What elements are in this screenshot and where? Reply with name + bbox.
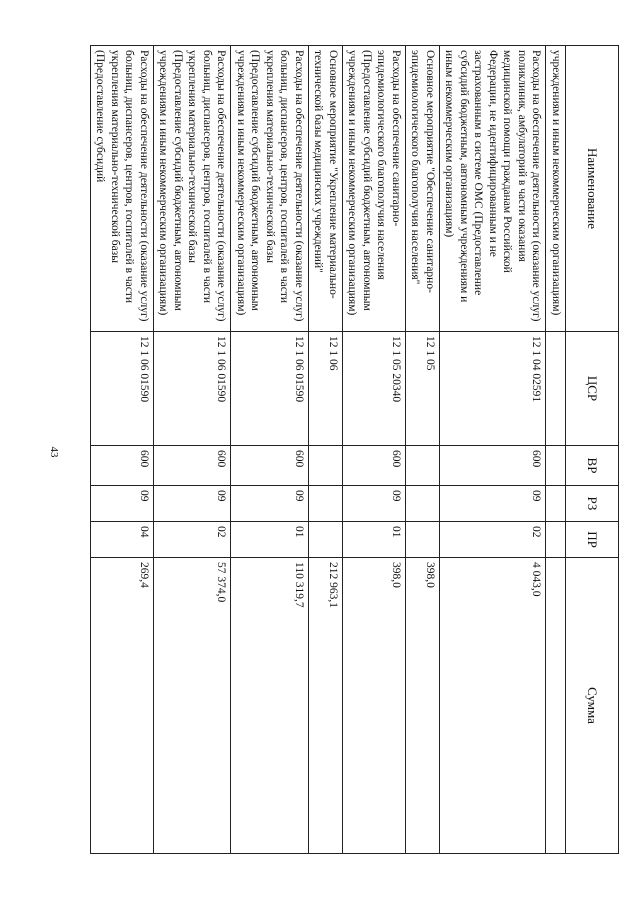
- header-sum: Сумма: [566, 558, 619, 854]
- cell-name: Расходы на обеспечение санитарно-эпидемиологического благополучия населения (Предоставление субсидий бюджетным, автономным учреждениям и иным некоммерческим организациям): [343, 46, 406, 332]
- cell-vr: [546, 446, 566, 486]
- header-rz: РЗ: [566, 486, 619, 522]
- cell-sum: 57 374,0: [154, 558, 232, 854]
- cell-vr: 600: [91, 446, 154, 486]
- cell-vr: [406, 446, 440, 486]
- cell-vr: 600: [440, 446, 547, 486]
- cell-name: учреждениям и иным некоммерческим организациям): [546, 46, 566, 332]
- cell-csr: 12 1 06: [309, 332, 343, 446]
- cell-csr: [546, 332, 566, 446]
- table-row: [343, 46, 406, 854]
- cell-csr: 12 1 04 02591: [440, 332, 547, 446]
- header-name: Наименование: [566, 46, 619, 332]
- header-pr: ПР: [566, 522, 619, 558]
- cell-sum: 398,0: [343, 558, 406, 854]
- cell-pr: [546, 522, 566, 558]
- table-row: [440, 46, 547, 854]
- cell-name: Основное мероприятие "Обеспечение санитарно-эпидемиологического благополучия населения": [406, 46, 440, 332]
- cell-rz: 09: [231, 486, 309, 522]
- cell-sum: 269,4: [91, 558, 154, 854]
- table-row: [91, 46, 154, 854]
- cell-sum: [546, 558, 566, 854]
- cell-sum: 110 319,7: [231, 558, 309, 854]
- cell-csr: 12 1 06 01590: [154, 332, 232, 446]
- cell-name: Основное мероприятие "Укрепление материально-технической базы медицинских учреждений": [309, 46, 343, 332]
- cell-name: Расходы на обеспечение деятельности (оказание услуг) больниц, диспансеров, центров, госпиталей в части укрепления материально-технической базы (Предоставление субсидий бюджетным, автономным учреждениям и иным некоммерческим организациям): [154, 46, 232, 332]
- cell-pr: 02: [154, 522, 232, 558]
- table-row: [546, 46, 566, 854]
- page-number: 43: [48, 446, 60, 458]
- cell-vr: 600: [154, 446, 232, 486]
- cell-csr: 12 1 06 01590: [91, 332, 154, 446]
- table-row: [231, 46, 309, 854]
- budget-table: [90, 45, 619, 854]
- table-row: [309, 46, 343, 854]
- cell-csr: 12 1 05: [406, 332, 440, 446]
- cell-name: Расходы на обеспечение деятельности (оказание услуг) поликлиник, амбулаторий в части оказания медицинской помощи гражданам Российской Федерации, не идентифицированным и не застрахованным в системе ОМС (Предоставление субсидий бюджетным, автономным учреждениям и иным некоммерческим организациям): [440, 46, 547, 332]
- cell-rz: 09: [343, 486, 406, 522]
- cell-vr: 600: [231, 446, 309, 486]
- header-csr: ЦСР: [566, 332, 619, 446]
- cell-sum: 398,0: [406, 558, 440, 854]
- cell-rz: 09: [154, 486, 232, 522]
- cell-name: Расходы на обеспечение деятельности (оказание услуг) больниц, диспансеров, центров, госпиталей в части укрепления материально-технической базы (Предоставление субсидий: [91, 46, 154, 332]
- cell-rz: [546, 486, 566, 522]
- cell-pr: [309, 522, 343, 558]
- cell-sum: 212 963,1: [309, 558, 343, 854]
- cell-pr: [406, 522, 440, 558]
- cell-vr: [309, 446, 343, 486]
- cell-sum: 4 043,0: [440, 558, 547, 854]
- cell-pr: 04: [91, 522, 154, 558]
- cell-csr: 12 1 06 01590: [231, 332, 309, 446]
- cell-pr: 01: [343, 522, 406, 558]
- cell-rz: 09: [440, 486, 547, 522]
- cell-name: Расходы на обеспечение деятельности (оказание услуг) больниц, диспансеров, центров, госпиталей в части укрепления материально-технической базы (Предоставление субсидий бюджетным, автономным учреждениям и иным некоммерческим организациям): [231, 46, 309, 332]
- rotated-table-container: [79, 45, 619, 853]
- table-row: [154, 46, 232, 854]
- table-row: [406, 46, 440, 854]
- header-vr: ВР: [566, 446, 619, 486]
- cell-csr: 12 1 05 20340: [343, 332, 406, 446]
- cell-rz: [309, 486, 343, 522]
- cell-rz: [406, 486, 440, 522]
- table-header-row: [566, 46, 619, 854]
- cell-pr: 01: [231, 522, 309, 558]
- cell-pr: 02: [440, 522, 547, 558]
- cell-vr: 600: [343, 446, 406, 486]
- cell-rz: 09: [91, 486, 154, 522]
